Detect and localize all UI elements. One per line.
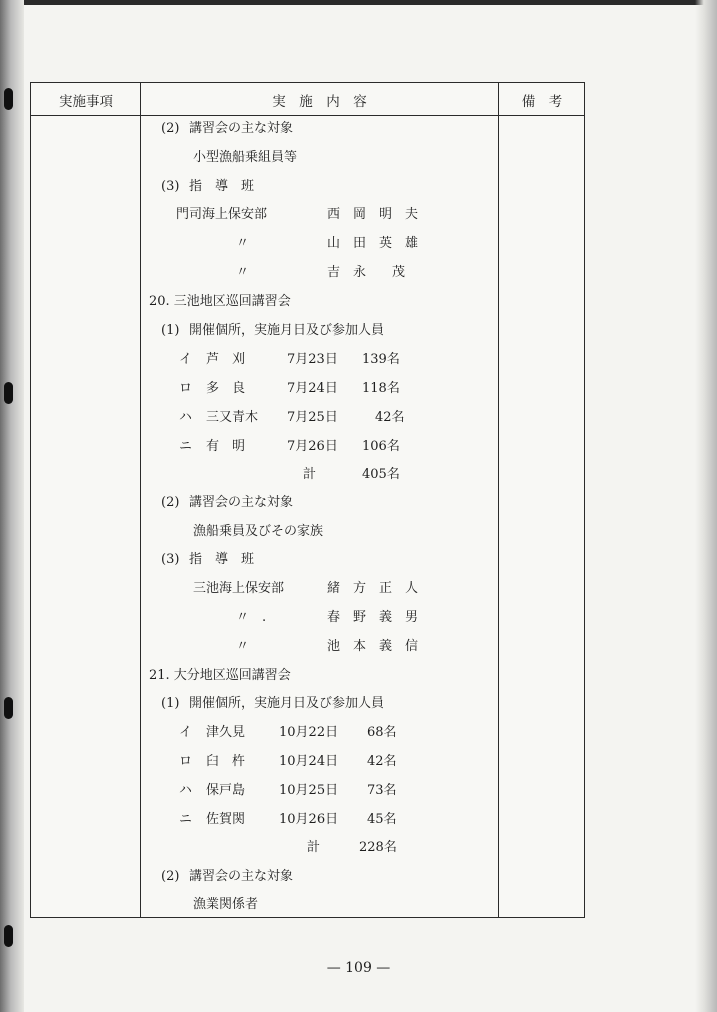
row-place: 三又青木 — [206, 410, 259, 425]
staff-name: 池 本 義 信 — [327, 639, 419, 654]
scan-left-shadow — [0, 0, 24, 1012]
total-count: 405名 — [362, 467, 400, 482]
row-mark: イ — [179, 725, 193, 740]
subsection-number: (1) — [161, 323, 180, 338]
row-mark: ニ — [179, 812, 193, 827]
staff-org: 〃 — [236, 639, 250, 654]
row-mark: イ — [179, 352, 193, 367]
row-count: 68名 — [367, 725, 397, 740]
staff-org: 〃 . — [236, 610, 267, 625]
staff-name: 吉 永 茂 — [327, 265, 406, 280]
subsection-number: (2) — [161, 869, 180, 884]
header-content: 実 施 内 容 — [272, 94, 367, 110]
punch-hole — [4, 697, 13, 719]
punch-hole — [4, 88, 13, 110]
row-mark: ハ — [179, 410, 193, 425]
staff-org: 〃 — [236, 265, 250, 280]
staff-name: 西 岡 明 夫 — [327, 207, 419, 222]
row-place: 多 良 — [206, 381, 246, 396]
row-date: 7月24日 — [287, 381, 338, 396]
section-title: 20. 三池地区巡回講習会 — [149, 294, 291, 309]
row-date: 10月24日 — [279, 754, 339, 769]
row-date: 7月23日 — [287, 352, 338, 367]
row-count: 139名 — [362, 352, 400, 367]
document-table — [30, 82, 585, 918]
total-count: 228名 — [359, 840, 397, 855]
staff-name: 山 田 英 雄 — [327, 236, 419, 251]
subsection-heading: 指 導 班 — [189, 179, 255, 194]
subsection-number: (2) — [161, 495, 180, 510]
subsection-heading: 開催個所，実施月日及び参加人員 — [189, 323, 385, 338]
row-place: 保戸島 — [206, 783, 246, 798]
header-note: 備 考 — [521, 94, 563, 110]
row-count: 42名 — [367, 754, 397, 769]
target-text: 漁船乗員及びその家族 — [193, 524, 324, 539]
staff-name: 緒 方 正 人 — [327, 581, 419, 596]
row-mark: ロ — [179, 754, 193, 769]
row-count: 45名 — [367, 812, 397, 827]
header-item: 実施事項 — [59, 94, 113, 110]
row-date: 10月25日 — [279, 783, 339, 798]
subsection-heading: 開催個所，実施月日及び参加人員 — [189, 696, 385, 711]
scan-top-edge — [0, 0, 717, 5]
row-place: 臼 杵 — [206, 754, 246, 769]
row-place: 佐賀関 — [206, 812, 246, 827]
total-label: 計 — [307, 840, 321, 855]
subsection-heading: 講習会の主な対象 — [189, 869, 294, 884]
subsection-number: (2) — [161, 121, 180, 136]
target-text: 小型漁船乗組員等 — [193, 150, 298, 165]
target-text: 漁業関係者 — [193, 897, 259, 912]
subsection-heading: 講習会の主な対象 — [189, 121, 294, 136]
staff-org: 三池海上保安部 — [193, 581, 285, 596]
row-mark: ニ — [179, 439, 193, 454]
row-date: 10月26日 — [279, 812, 339, 827]
subsection-number: (1) — [161, 696, 180, 711]
row-place: 津久見 — [206, 725, 246, 740]
section-title: 21. 大分地区巡回講習会 — [149, 668, 291, 683]
scan-right-shadow — [695, 0, 717, 1012]
subsection-heading: 講習会の主な対象 — [189, 495, 294, 510]
page-number: — 109 — — [326, 960, 391, 976]
row-mark: ハ — [179, 783, 193, 798]
staff-name: 春 野 義 男 — [327, 610, 419, 625]
row-place: 芦 刈 — [206, 352, 246, 367]
row-count: 42名 — [375, 410, 405, 425]
row-count: 73名 — [367, 783, 397, 798]
staff-org: 門司海上保安部 — [176, 207, 268, 222]
punch-hole — [4, 382, 13, 404]
row-date: 7月26日 — [287, 439, 338, 454]
row-mark: ロ — [179, 381, 193, 396]
row-date: 7月25日 — [287, 410, 338, 425]
punch-hole — [4, 925, 13, 947]
subsection-heading: 指 導 班 — [189, 552, 255, 567]
content-body — [31, 83, 586, 919]
staff-org: 〃 — [236, 236, 250, 251]
row-place: 有 明 — [206, 439, 246, 454]
total-label: 計 — [303, 467, 317, 482]
row-date: 10月22日 — [279, 725, 339, 740]
subsection-number: (3) — [161, 552, 180, 567]
row-count: 106名 — [362, 439, 400, 454]
subsection-number: (3) — [161, 179, 180, 194]
row-count: 118名 — [362, 381, 400, 396]
